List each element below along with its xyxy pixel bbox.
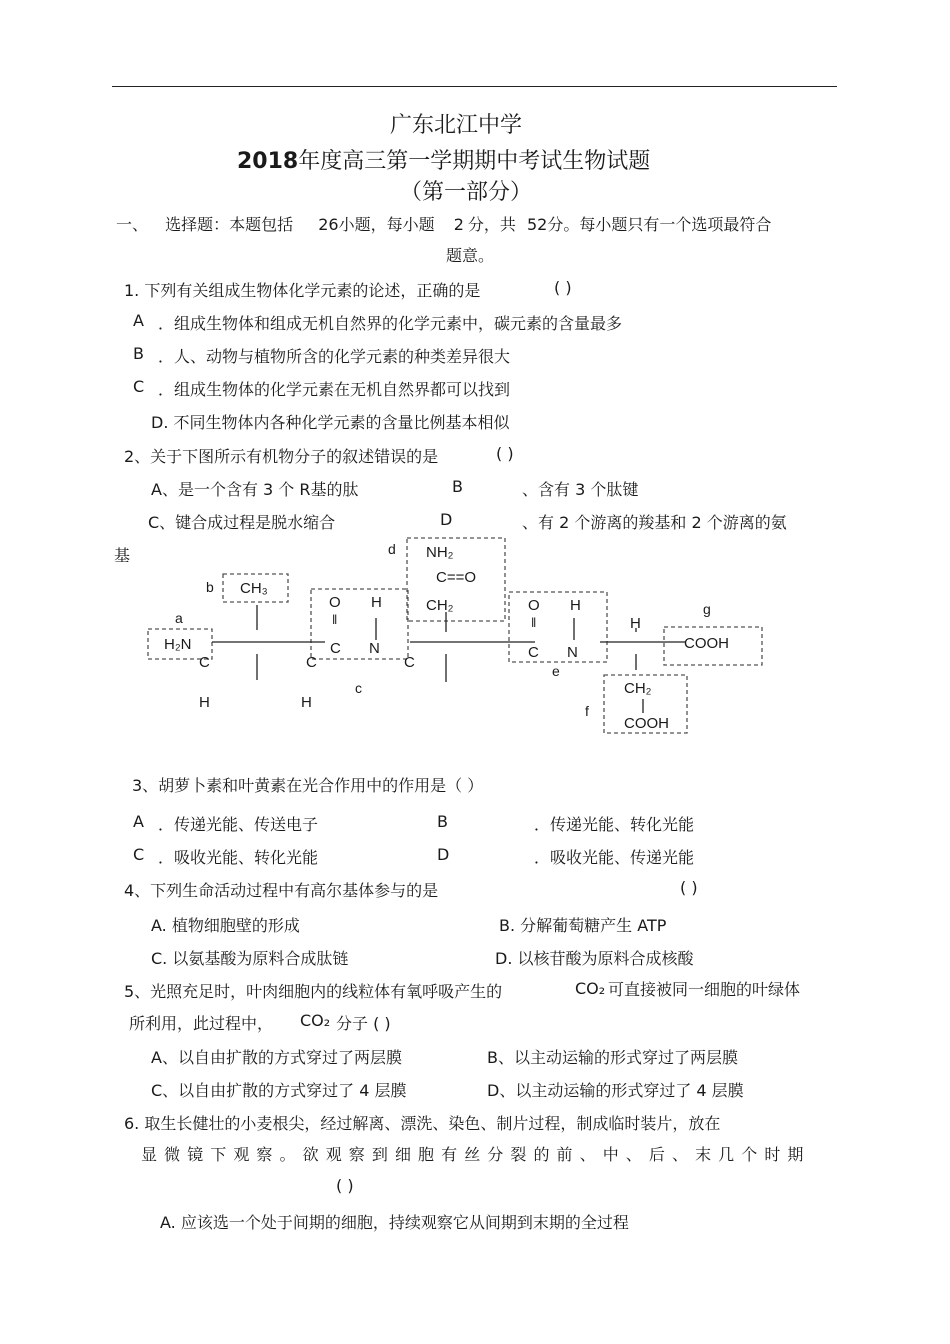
q1-stem: 1. 下列有关组成生物体化学元素的论述，正确的是: [124, 281, 481, 300]
school-name: 广东北江中学: [390, 113, 523, 138]
atom-o1: O: [329, 594, 341, 611]
q4-option-d: D. 以核苷酸为原料合成核酸: [495, 949, 694, 968]
label-e: e: [552, 663, 560, 679]
q6-answer-paren: ( ): [336, 1176, 354, 1195]
atom-c2: C: [306, 654, 317, 671]
atom-h2n: H₂N: [164, 636, 192, 653]
exam-title-rest: 年度高三第一学期期中考试生物试题: [298, 149, 651, 174]
q1-option-c: ．组成生物体的化学元素在无机自然界都可以找到: [158, 380, 511, 399]
section-intro-4: 分。每小题只有一个选项最符合: [547, 215, 772, 234]
atom-n1: N: [369, 640, 380, 657]
atom-h3: H: [630, 615, 641, 632]
q5-option-d: D、以主动运输的形式穿过了 4 层膜: [487, 1081, 744, 1100]
double-bond-2: ‖: [531, 615, 537, 630]
section-intro-3: 分，共: [467, 215, 516, 234]
q2-option-a: A、是一个含有 3 个 R基的肽: [151, 480, 359, 499]
q1-option-b-label: B: [133, 344, 144, 363]
q6-stem-2: 显 微 镜 下 观 察 。 欲 观 察 到 细 胞 有 丝 分 裂 的 前 、 中 、 后 、 末 几 个 时 期: [141, 1145, 805, 1164]
q2-option-c: C、键合成过程是脱水缩合: [148, 513, 336, 532]
label-d: d: [388, 541, 396, 557]
q5-stem-4: 分子 ( ): [336, 1014, 391, 1033]
points-each: 2: [453, 215, 464, 234]
q2-option-b-label: B: [452, 477, 463, 496]
atom-h-n1: H: [371, 594, 382, 611]
atom-c-carbonyl1: C: [330, 640, 341, 657]
label-b: b: [206, 579, 214, 595]
total-points: 52: [526, 215, 548, 234]
atom-nh2: NH₂: [426, 544, 454, 561]
q2-option-b: 、含有 3 个肽键: [522, 480, 639, 499]
q5-stem-2: 可直接被同一细胞的叶绿体: [608, 980, 801, 999]
label-f: f: [585, 703, 589, 719]
q6-stem: 6. 取生长健壮的小麦根尖，经过解离、漂洗、染色、制片过程，制成临时装片，放在: [124, 1114, 721, 1133]
q3-option-c-label: C: [133, 845, 145, 864]
section-intro-2: 小题，每小题: [338, 215, 435, 234]
exam-year: 2018: [237, 149, 299, 174]
atom-o2: O: [528, 597, 540, 614]
atom-h-n2: H: [570, 597, 581, 614]
q1-option-a: ．组成生物体和组成无机自然界的化学元素中，碳元素的含量最多: [158, 314, 623, 333]
q5-option-a: A、以自由扩散的方式穿过了两层膜: [151, 1048, 402, 1067]
q4-answer-paren: ( ): [680, 878, 698, 897]
q3-option-d: ．吸收光能、传递光能: [534, 848, 695, 867]
q1-option-a-label: A: [133, 311, 144, 330]
q1-answer-paren: ( ): [554, 278, 572, 297]
label-c: c: [355, 680, 362, 696]
q5-co2: CO₂: [575, 979, 606, 998]
q2-option-d: 、有 2 个游离的羧基和 2 个游离的氨: [522, 513, 787, 532]
atom-c-eq-o: C==O: [436, 569, 477, 586]
atom-cooh-f: COOH: [624, 715, 669, 732]
atom-c3: C: [404, 654, 415, 671]
q4-option-b: B. 分解葡萄糖产生 ATP: [499, 916, 667, 935]
q3-stem: 3、胡萝卜素和叶黄素在光合作用中的作用是（ ）: [132, 776, 484, 795]
atom-h2: H: [301, 694, 312, 711]
q2-option-d-label: D: [440, 510, 453, 529]
atom-h1: H: [199, 694, 210, 711]
q5-option-c: C、以自由扩散的方式穿过了 4 层膜: [151, 1081, 407, 1100]
box-e-peptide-bond: [509, 592, 607, 662]
q4-option-c: C. 以氨基酸为原料合成肽链: [151, 949, 349, 968]
section-number: 一、: [116, 215, 149, 234]
double-bond-1: ‖: [332, 612, 338, 627]
part-label: （第一部分）: [400, 180, 533, 205]
q1-option-d: D. 不同生物体内各种化学元素的含量比例基本相似: [151, 413, 510, 432]
q2-answer-paren: ( ): [496, 444, 514, 463]
q1-option-c-label: C: [133, 377, 145, 396]
q3-option-b-label: B: [437, 812, 448, 831]
atom-ch2-2: CH₂: [624, 680, 652, 697]
label-g: g: [703, 601, 711, 617]
q3-option-c: ．吸收光能、转化光能: [158, 848, 319, 867]
box-c-peptide-bond: [311, 589, 408, 659]
q2-stem: 2、关于下图所示有机物分子的叙述错误的是: [124, 447, 439, 466]
atom-ch3: CH₃: [240, 580, 268, 597]
q2-option-d-cont: 基: [114, 546, 131, 565]
q5-co2-b: CO₂: [300, 1011, 331, 1030]
atom-c-carbonyl2: C: [528, 644, 539, 661]
q5-stem-3: 所利用，此过程中，: [129, 1014, 274, 1033]
atom-cooh-g: COOH: [684, 635, 729, 652]
q6-option-a: A. 应该选一个处于间期的细胞，持续观察它从间期到末期的全过程: [160, 1213, 629, 1232]
q3-option-a-label: A: [133, 812, 144, 831]
label-a: a: [175, 610, 183, 626]
q3-option-b: ．传递光能、转化光能: [534, 815, 695, 834]
section-intro-1: 选择题：本题包括: [165, 215, 294, 234]
q3-option-d-label: D: [437, 845, 450, 864]
q5-stem: 5、光照充足时，叶肉细胞内的线粒体有氧呼吸产生的: [124, 982, 503, 1001]
q4-stem: 4、下列生命活动过程中有高尔基体参与的是: [124, 881, 439, 900]
atom-c1: C: [199, 654, 210, 671]
q3-option-a: ．传递光能、传送电子: [158, 815, 319, 834]
q1-option-b: ．人、动物与植物所含的化学元素的种类差异很大: [158, 347, 511, 366]
atom-ch2-1: CH₂: [426, 597, 454, 614]
question-count: 26: [318, 215, 339, 234]
atom-n2: N: [567, 644, 578, 661]
q4-option-a: A. 植物细胞壁的形成: [151, 916, 300, 935]
q5-option-b: B、以主动运输的形式穿过了两层膜: [487, 1048, 738, 1067]
section-intro-5: 题意。: [446, 246, 495, 265]
